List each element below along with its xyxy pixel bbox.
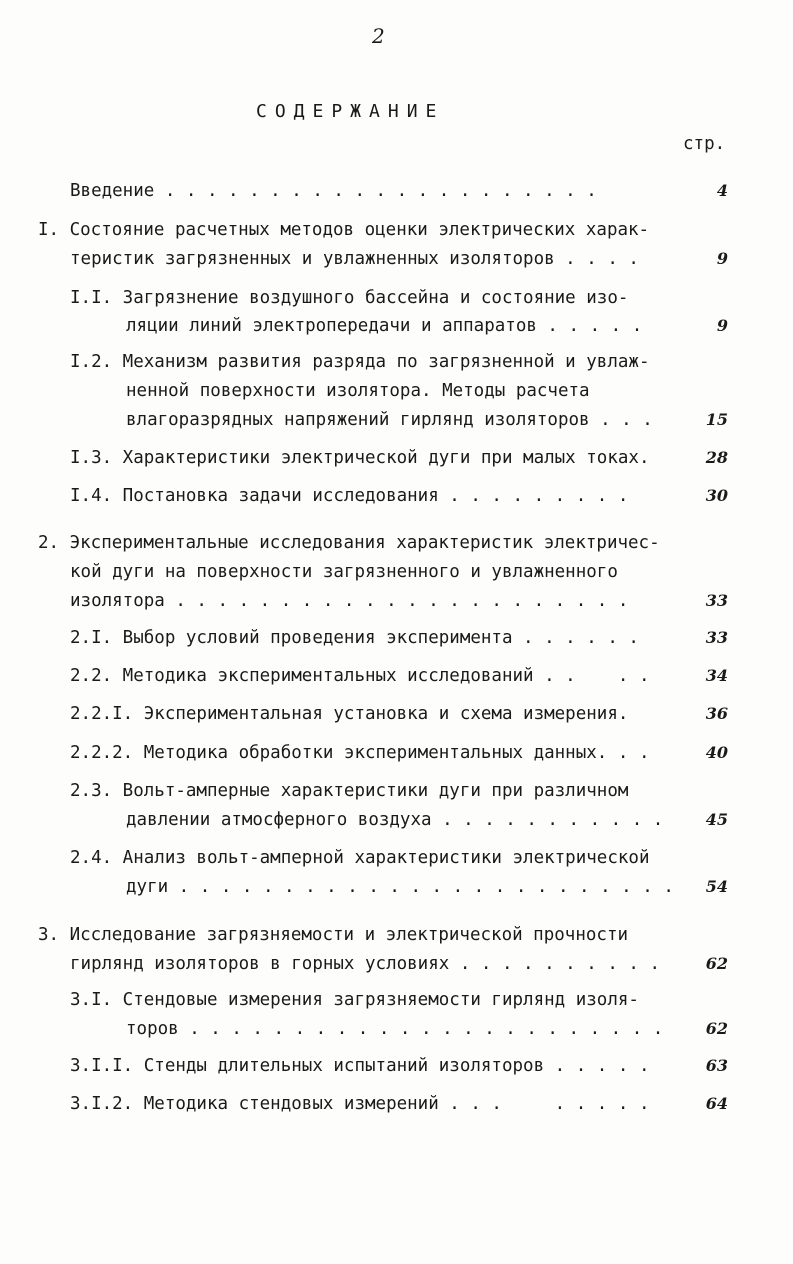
toc-entry-text: ляции линий электропередачи и аппаратов . . . . . bbox=[126, 316, 643, 336]
toc-entry-text: 2.2.I. Экспериментальная установка и схема измерения. bbox=[70, 704, 629, 724]
toc-entry-text: изолятора . . . . . . . . . . . . . . . . . . . . . . bbox=[70, 591, 629, 611]
toc-entry-text: гирлянд изоляторов в горных условиях . . . . . . . . . . bbox=[70, 954, 661, 974]
toc-entry-text: I.2. Механизм развития разряда по загрязненной и увлаж- bbox=[70, 352, 650, 372]
toc-entry-page: 33 bbox=[705, 591, 728, 610]
toc-entry-text: влагоразрядных напряжений гирлянд изоляторов . . . bbox=[126, 410, 653, 430]
toc-entry-page: 15 bbox=[705, 410, 728, 429]
toc-entry-text: 3.I.2. Методика стендовых измерений . . . . . . . . bbox=[70, 1094, 650, 1114]
toc-entry-text: 2.2. Методика экспериментальных исследований . . . . bbox=[70, 666, 650, 686]
toc-entry-page: 28 bbox=[705, 448, 728, 467]
toc-entry-page: 62 bbox=[705, 954, 728, 973]
toc-entry-text: дуги . . . . . . . . . . . . . . . . . . . . . . . . bbox=[126, 877, 674, 897]
toc-entry-text: 2.4. Анализ вольт-амперной характеристики электрической bbox=[70, 848, 650, 868]
toc-entry-text: I.4. Постановка задачи исследования . . . . . . . . . bbox=[70, 486, 629, 506]
toc-entry-page: 9 bbox=[716, 316, 728, 335]
page-column-label: стр. bbox=[683, 134, 726, 154]
toc-entry-text: давлении атмосферного воздуха . . . . . . . . . . . bbox=[126, 810, 664, 830]
toc-entry-text: торов . . . . . . . . . . . . . . . . . . . . . . . bbox=[126, 1019, 664, 1039]
toc-entry-page: 40 bbox=[705, 743, 728, 762]
toc-entry-page: 63 bbox=[705, 1056, 728, 1075]
page-title: СОДЕРЖАНИЕ bbox=[256, 101, 445, 122]
toc-entry-text: ненной поверхности изолятора. Методы расчета bbox=[126, 381, 590, 401]
toc-entry-page: 45 bbox=[705, 810, 728, 829]
toc-entry-text: 2.3. Вольт-амперные характеристики дуги при различном bbox=[70, 781, 629, 801]
toc-entry-text: 3.I. Стендовые измерения загрязняемости гирлянд изоля- bbox=[70, 990, 639, 1010]
toc-entry-text: 2.2.2. Методика обработки экспериментальных данных. . . bbox=[70, 743, 650, 763]
toc-entry-page: 54 bbox=[705, 877, 728, 896]
page-number: 2 bbox=[372, 24, 385, 48]
toc-entry-text: 2. Экспериментальные исследования характеристик электричес- bbox=[38, 533, 660, 553]
toc-entry-text: 3. Исследование загрязняемости и электрической прочности bbox=[38, 925, 629, 945]
toc-entry-text: Введение . . . . . . . . . . . . . . . . . . . . . bbox=[70, 181, 597, 201]
toc-entry-text: кой дуги на поверхности загрязненного и увлажненного bbox=[70, 562, 618, 582]
toc-entry-page: 30 bbox=[705, 486, 728, 505]
toc-entry-text: I.I. Загрязнение воздушного бассейна и состояние изо- bbox=[70, 288, 629, 308]
toc-entry-page: 34 bbox=[705, 666, 728, 685]
toc-entry-text: 3.I.I. Стенды длительных испытаний изоляторов . . . . . bbox=[70, 1056, 650, 1076]
toc-entry-page: 36 bbox=[705, 704, 728, 723]
toc-entry-text: I.3. Характеристики электрической дуги при малых токах. bbox=[70, 448, 650, 468]
toc-entry-page: 9 bbox=[716, 249, 728, 268]
toc-entry-text: теристик загрязненных и увлажненных изоляторов . . . . bbox=[70, 249, 639, 269]
toc-entry-page: 64 bbox=[705, 1094, 728, 1113]
toc-entry-text: I. Состояние расчетных методов оценки электрических харак- bbox=[38, 220, 650, 240]
toc-entry-page: 33 bbox=[705, 628, 728, 647]
toc-entry-text: 2.I. Выбор условий проведения эксперимента . . . . . . bbox=[70, 628, 639, 648]
toc-entry-page: 62 bbox=[705, 1019, 728, 1038]
toc-entry-page: 4 bbox=[716, 181, 728, 200]
